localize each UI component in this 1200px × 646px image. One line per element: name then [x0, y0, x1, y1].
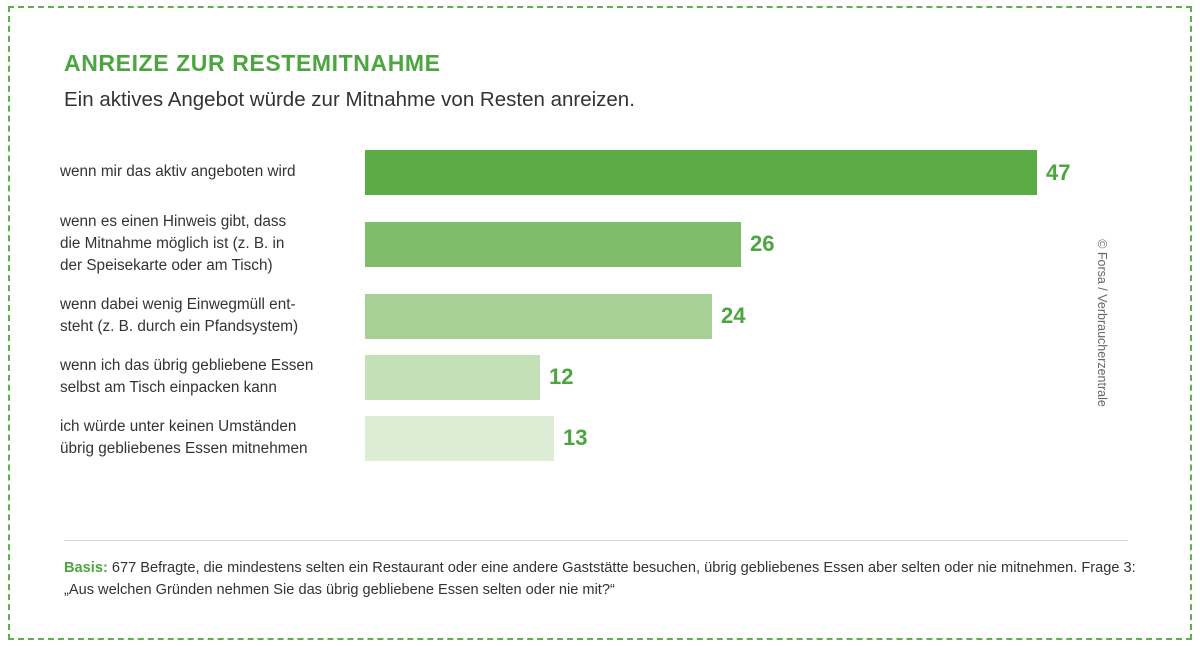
bar-label — [60, 294, 365, 338]
bar-area — [365, 222, 1140, 267]
chart-subtitle: Ein aktives Angebot würde zur Mitnahme von Resten anreizen. — [64, 88, 635, 111]
bar-area — [365, 150, 1140, 195]
table-row — [60, 211, 1140, 278]
basis-note — [64, 558, 1136, 602]
bar-segment — [365, 150, 1037, 195]
bar-label — [60, 416, 365, 460]
bar-chart — [60, 150, 1140, 477]
bar-value: 13 — [563, 425, 588, 451]
bar-label-line: wenn mir das aktiv angeboten wird — [60, 163, 296, 181]
bar-label-line: wenn dabei wenig Einwegmüll ent- — [60, 295, 296, 313]
bar-label — [60, 211, 365, 278]
table-row — [60, 150, 1140, 195]
bar-label-line: wenn ich das übrig gebliebene Essen — [60, 356, 314, 374]
bar-label-line: der Speisekarte oder am Tisch) — [60, 257, 273, 275]
bar-segment — [365, 416, 554, 461]
bar-label-line: steht (z. B. durch ein Pfandsystem) — [60, 318, 299, 336]
chart-content — [60, 0, 1140, 646]
footer-divider — [64, 540, 1128, 541]
bar-segment — [365, 355, 540, 400]
bar-label — [60, 161, 365, 183]
bar-area — [365, 355, 1140, 400]
bar-label-line: ich würde unter keinen Umständen — [60, 417, 297, 435]
bar-value: 12 — [549, 364, 574, 390]
basis-text: 677 Befragte, die mindestens selten ein Restaurant oder eine andere Gaststätte besuchen, übrig gebliebenes Essen aber selten oder nie mitnehmen. Frage 3: „Aus welchen Gründen nehmen Sie das übrig gebliebene Essen selten oder nie mit?“ — [64, 560, 1136, 598]
chart-title: ANREIZE ZUR RESTEMITNAHME — [64, 50, 441, 76]
bar-label-line: übrig gebliebenes Essen mitnehmen — [60, 440, 308, 458]
table-row — [60, 294, 1140, 339]
bar-label — [60, 355, 365, 399]
bar-value: 26 — [750, 231, 775, 257]
bar-value: 47 — [1046, 159, 1071, 185]
bar-area — [365, 294, 1140, 339]
bar-area — [365, 416, 1140, 461]
bar-label-line: die Mitnahme möglich ist (z. B. in — [60, 235, 285, 253]
bar-label-line: wenn es einen Hinweis gibt, dass — [60, 213, 287, 230]
basis-label: Basis: — [64, 560, 108, 576]
bar-value: 24 — [721, 303, 746, 329]
bar-segment — [365, 294, 712, 339]
copyright-notice: © Forsa / Verbraucherzentrale — [1095, 239, 1110, 407]
table-row — [60, 416, 1140, 461]
table-row — [60, 355, 1140, 400]
bar-segment — [365, 222, 741, 267]
bar-label-line: selbst am Tisch einpacken kann — [60, 379, 277, 397]
